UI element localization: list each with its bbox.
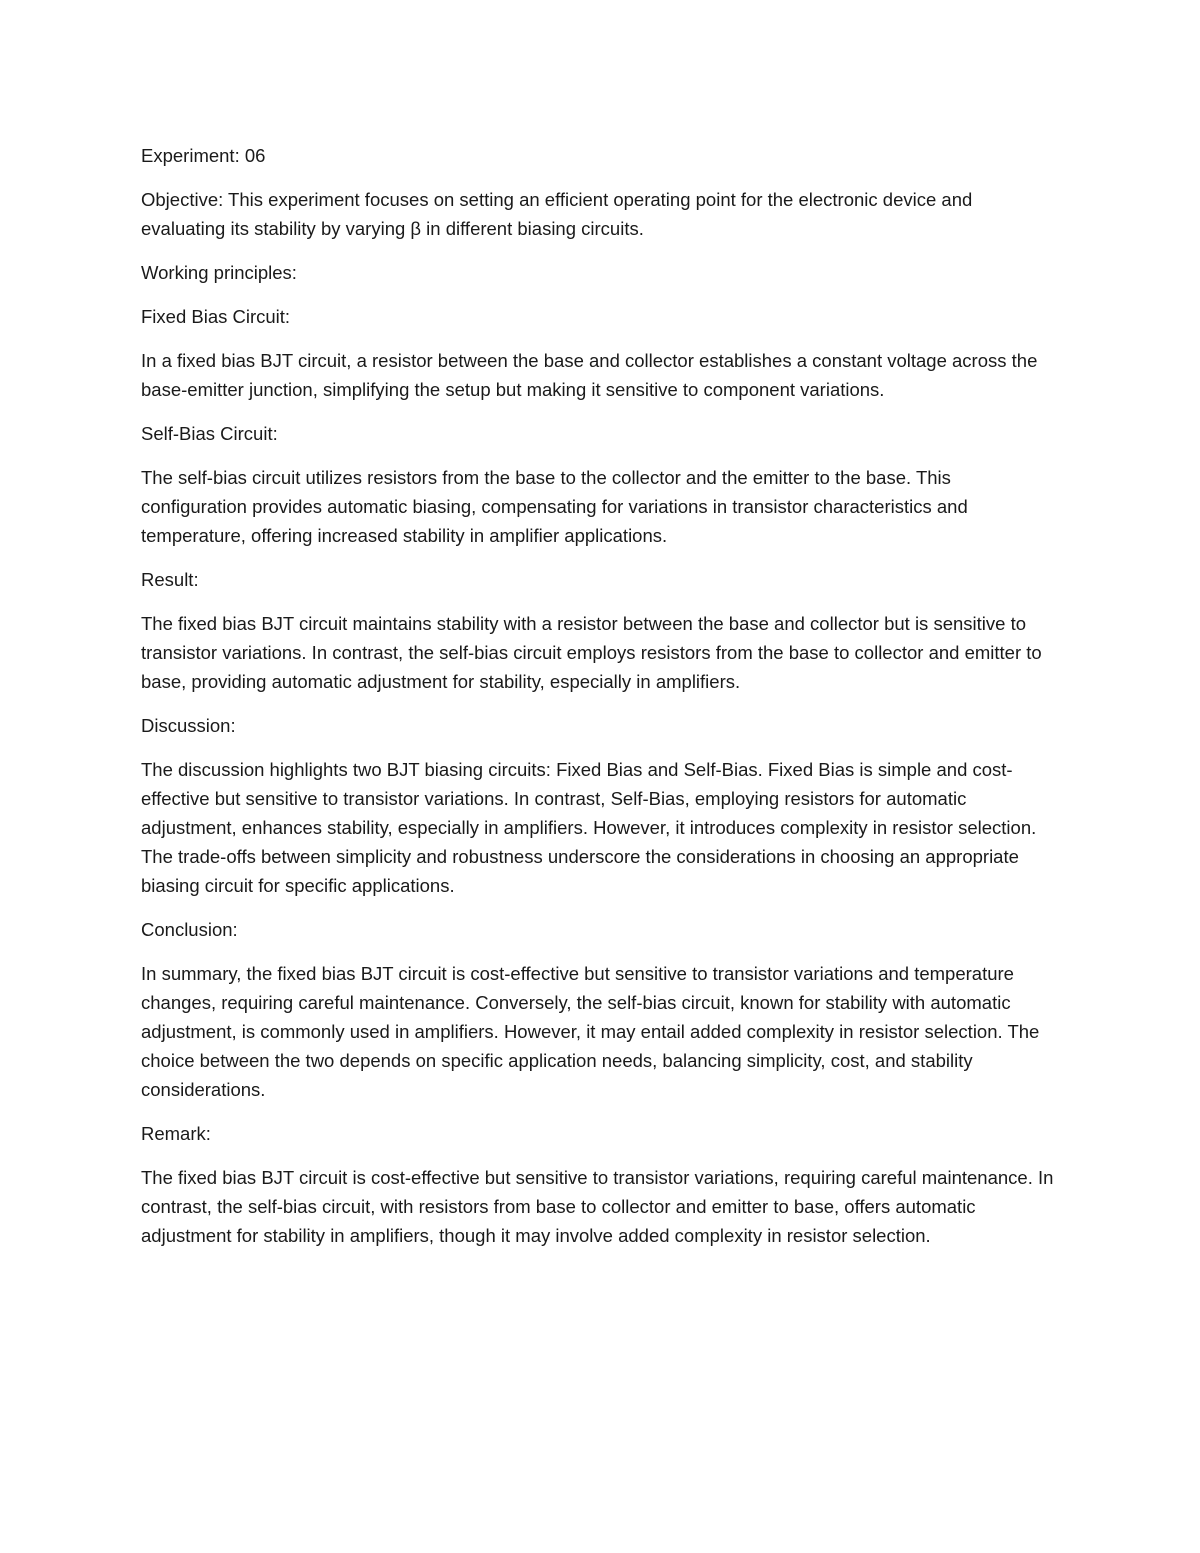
discussion-paragraph: The discussion highlights two BJT biasing circuits: Fixed Bias and Self-Bias. Fixed Bias is simple and cost-effective but sensitive to transistor variations. In contrast, Self-Bias, employing resistors for automatic adjustment, enhances stability, especially in amplifiers. However, it introduces complexity in resistor selection. The trade-offs between simplicity and robustness underscore the considerations in choosing an appropriate biasing circuit for specific applications. [141,759,1037,896]
self-bias-heading: Self-Bias Circuit: [141,423,278,444]
self-bias-paragraph: The self-bias circuit utilizes resistors from the base to the collector and the emitter to the base. This configuration provides automatic biasing, compensating for variations in transistor characteristics and temperature, offering increased stability in amplifier applications. [141,467,968,546]
fixed-bias-heading: Fixed Bias Circuit: [141,306,291,327]
working-principles-heading: Working principles: [141,262,297,283]
conclusion-paragraph: In summary, the fixed bias BJT circuit is cost-effective but sensitive to transistor variations and temperature changes, requiring careful maintenance. Conversely, the self-bias circuit, known for stability with automatic adjustment, is commonly used in amplifiers. However, it may entail added complexity in resistor selection. The choice between the two depends on specific application needs, balancing simplicity, cost, and stability considerations. [141,963,1040,1100]
experiment-title: Experiment: 06 [141,145,266,166]
result-paragraph: The fixed bias BJT circuit maintains stability with a resistor between the base and collector but is sensitive to transistor variations. In contrast, the self-bias circuit employs resistors from the base to collector and emitter to base, providing automatic adjustment for stability, especially in amplifiers. [141,613,1042,692]
discussion-heading: Discussion: [141,715,236,736]
objective-paragraph: Objective: This experiment focuses on setting an efficient operating point for the electronic device and evaluating its stability by varying β in different biasing circuits. [141,189,973,239]
result-heading: Result: [141,569,199,590]
conclusion-heading: Conclusion: [141,919,238,940]
fixed-bias-paragraph: In a fixed bias BJT circuit, a resistor between the base and collector establishes a constant voltage across the base-emitter junction, simplifying the setup but making it sensitive to component variations. [141,350,1038,400]
remark-paragraph: The fixed bias BJT circuit is cost-effective but sensitive to transistor variations, requiring careful maintenance. In contrast, the self-bias circuit, with resistors from base to collector and emitter to base, offers automatic adjustment for stability in amplifiers, though it may involve added complexity in resistor selection. [141,1167,1054,1246]
document-body [141,141,1061,1265]
remark-heading: Remark: [141,1123,211,1144]
